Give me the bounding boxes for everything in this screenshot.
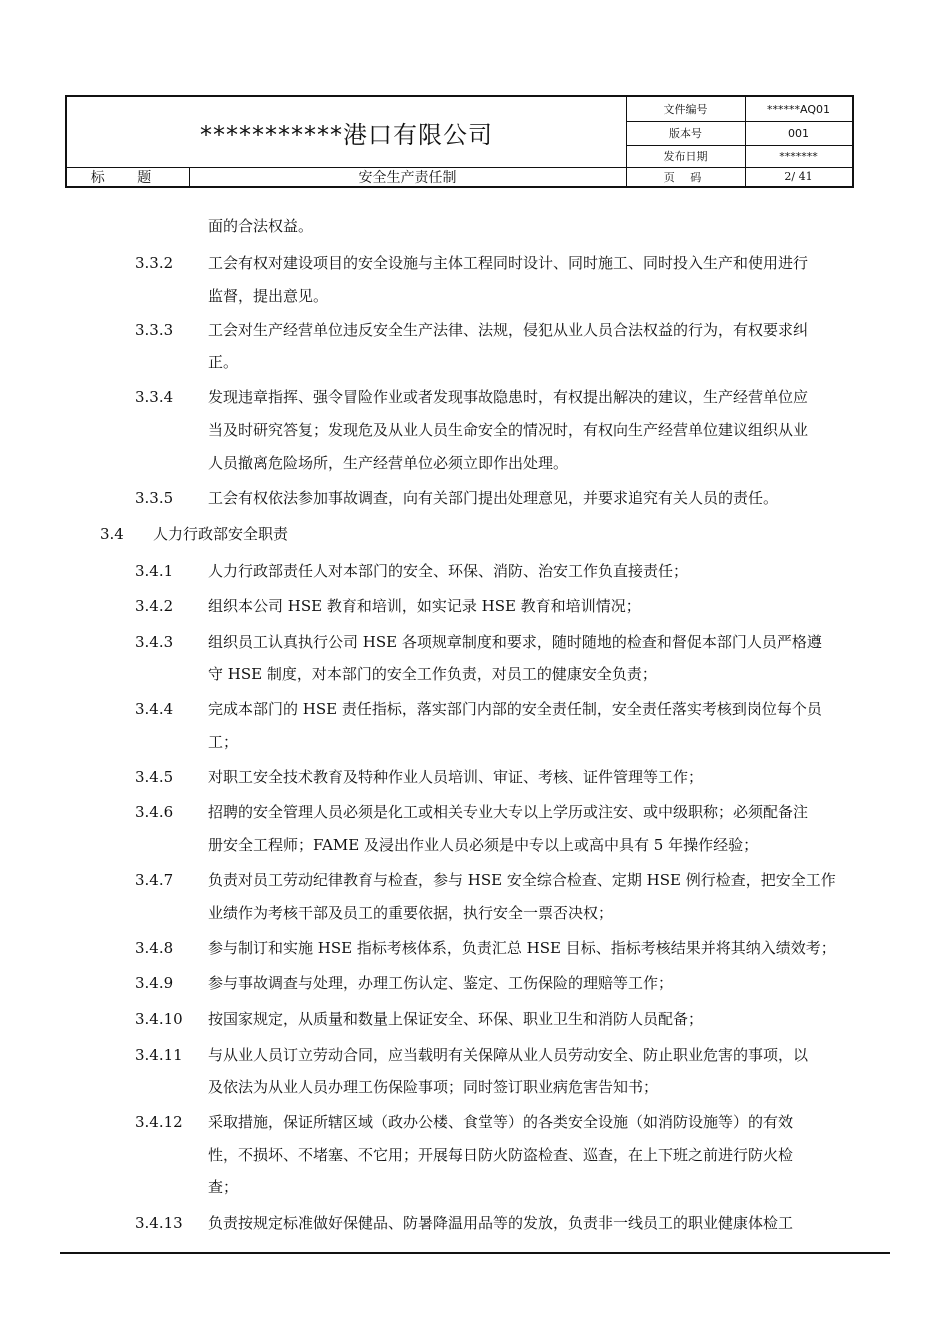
paragraph-line: 工会对生产经营单位违反安全生产法律、法规，侵犯从业人员合法权益的行为，有权要求纠 xyxy=(208,321,809,339)
clause-number: 3.3.5 xyxy=(135,489,174,507)
clause-number: 3.4.13 xyxy=(135,1214,183,1232)
paragraph-line: 性，不损坏、不堵塞、不它用；开展每日防火防盗检查、巡查，在上下班之前进行防火检 xyxy=(208,1146,794,1164)
paragraph-line: 工； xyxy=(208,733,239,751)
paragraph-line: 当及时研究答复；发现危及从业人员生命安全的情况时，有权向生产经营单位建议组织从业 xyxy=(208,421,809,439)
clause-number: 3.4.9 xyxy=(135,974,174,992)
company-name: ***********港口有限公司 xyxy=(200,120,493,149)
paragraph-line: 负责对员工劳动纪律教育与检查，参与 HSE 安全综合检查、定期 HSE 例行检查，把安全工作 xyxy=(208,871,836,889)
clause-number: 3.4.12 xyxy=(135,1113,183,1131)
clause-number: 3.4.10 xyxy=(135,1010,183,1028)
clause-number: 3.4.2 xyxy=(135,597,174,615)
page-number: 2/ 41 xyxy=(784,170,813,183)
doc-number-value: ******AQ01 xyxy=(767,102,830,116)
date-label: 发布日期 xyxy=(663,150,708,163)
paragraph-line: 参与事故调查与处理，办理工伤认定、鉴定、工伤保险的理赔等工作； xyxy=(208,974,674,992)
footer-rule xyxy=(60,1252,890,1254)
paragraph-line: 正。 xyxy=(208,353,239,371)
title-label: 标 题 xyxy=(90,169,166,186)
clause-number: 3.4.7 xyxy=(135,871,174,889)
clause-number: 3.3.4 xyxy=(135,388,174,406)
paragraph-line: 工会有权对建设项目的安全设施与主体工程同时设计、同时施工、同时投入生产和使用进行 xyxy=(208,254,809,272)
paragraph-line: 监督，提出意见。 xyxy=(208,287,329,305)
paragraph-line: 组织员工认真执行公司 HSE 各项规章制度和要求，随时随地的检查和督促本部门人员严格遵 xyxy=(208,633,822,651)
version-value: 001 xyxy=(788,126,809,140)
paragraph-line: 完成本部门的 HSE 责任指标，落实部门内部的安全责任制，安全责任落实考核到岗位每个员 xyxy=(208,700,822,718)
paragraph-line: 查； xyxy=(208,1178,239,1196)
paragraph-line: 工会有权依法参加事故调查，向有关部门提出处理意见，并要求追究有关人员的责任。 xyxy=(208,489,779,507)
paragraph-line: 组织本公司 HSE 教育和培训，如实记录 HSE 教育和培训情况； xyxy=(208,597,641,615)
paragraph-line: 守 HSE 制度，对本部门的安全工作负责，对员工的健康安全负责； xyxy=(208,665,657,683)
clause-number: 3.4.8 xyxy=(135,939,174,957)
paragraph-line: 采取措施，保证所辖区域（政办公楼、食堂等）的各类安全设施（如消防设施等）的有效 xyxy=(208,1113,794,1131)
page-label: 页 码 xyxy=(663,170,708,184)
paragraph-line: 负责按规定标准做好保健品、防暑降温用品等的发放，负责非一线员工的职业健康体检工 xyxy=(208,1214,794,1232)
clause-number: 3.4.5 xyxy=(135,768,174,786)
clause-number: 3.4.6 xyxy=(135,803,174,821)
clause-number: 3.3.2 xyxy=(135,254,174,272)
document-header-table xyxy=(65,95,854,188)
clause-number: 3.3.3 xyxy=(135,321,174,339)
paragraph-line: 人员撤离危险场所，生产经营单位必须立即作出处理。 xyxy=(208,454,569,472)
clause-number: 3.4.11 xyxy=(135,1046,183,1064)
paragraph-line: 对职工安全技术教育及特种作业人员培训、审证、考核、证件管理等工作； xyxy=(208,768,704,786)
paragraph-line: 招聘的安全管理人员必须是化工或相关专业大专以上学历或注安、或中级职称；必须配备注 xyxy=(208,803,809,821)
doc-number-label: 文件编号 xyxy=(663,103,708,116)
section-number: 3.4 xyxy=(100,525,124,543)
paragraph-line: 发现违章指挥、强令冒险作业或者发现事故隐患时，有权提出解决的建议，生产经营单位应 xyxy=(208,388,809,406)
paragraph-line: 册安全工程师；FAME 及浸出作业人员必须是中专以上或高中具有 5 年操作经验； xyxy=(208,836,759,854)
clause-number: 3.4.4 xyxy=(135,700,174,718)
clause-number: 3.4.3 xyxy=(135,633,174,651)
paragraph-line: 人力行政部责任人对本部门的安全、环保、消防、治安工作负直接责任； xyxy=(208,562,689,580)
date-value: ******* xyxy=(779,149,818,163)
paragraph-line: 与从业人员订立劳动合同，应当载明有关保障从业人员劳动安全、防止职业危害的事项，以 xyxy=(208,1046,809,1064)
version-label: 版本号 xyxy=(669,127,702,140)
paragraph-line: 面的合法权益。 xyxy=(208,217,314,235)
paragraph-line: 及依法为从业人员办理工伤保险事项；同时签订职业病危害告知书； xyxy=(208,1078,659,1096)
paragraph-line: 按国家规定，从质量和数量上保证安全、环保、职业卫生和消防人员配备； xyxy=(208,1010,704,1028)
paragraph-line: 业绩作为考核干部及员工的重要依据，执行安全一票否决权； xyxy=(208,904,614,922)
section-heading: 人力行政部安全职责 xyxy=(153,525,289,543)
clause-number: 3.4.1 xyxy=(135,562,174,580)
paragraph-line: 参与制订和实施 HSE 指标考核体系，负责汇总 HSE 目标、指标考核结果并将其纳入绩效考； xyxy=(208,939,836,957)
document-title: 安全生产责任制 xyxy=(358,169,457,186)
